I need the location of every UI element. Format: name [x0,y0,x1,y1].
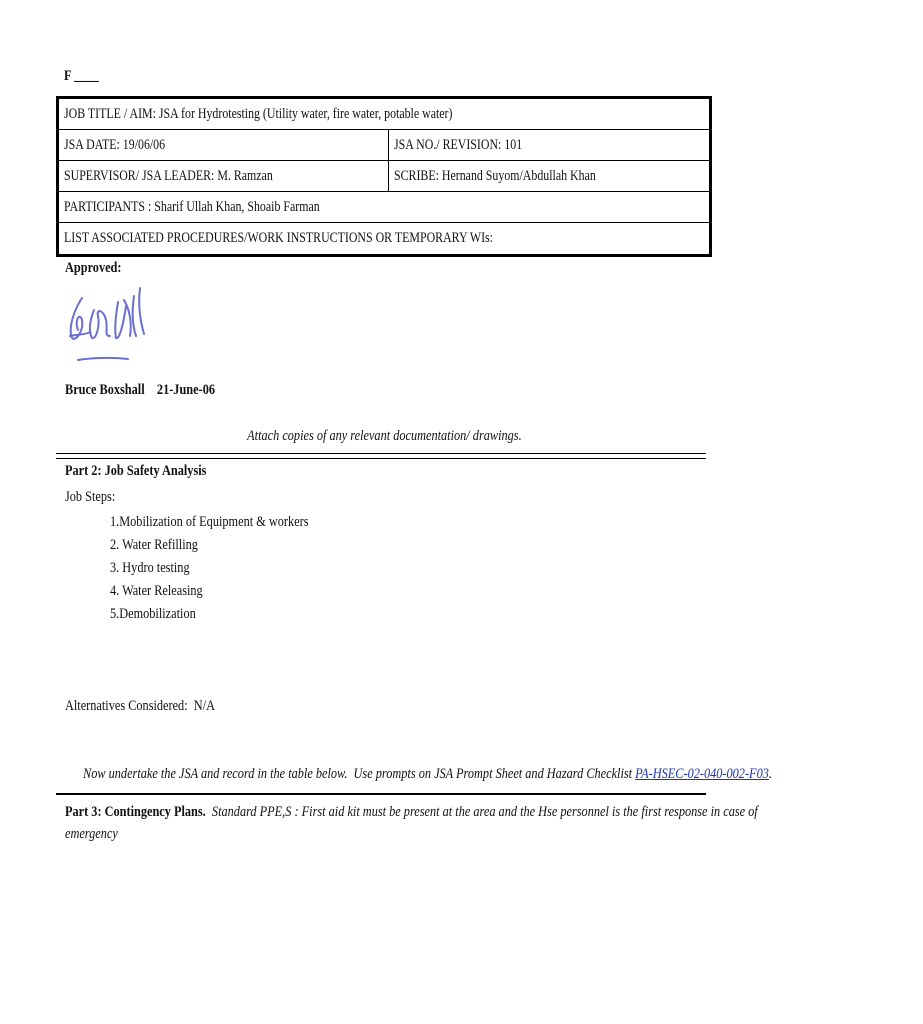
job-title-cell [59,99,709,129]
part3-heading: Part 3: Contingency Plans. [65,804,206,820]
section-divider [56,793,706,795]
participants-text: PARTICIPANTS : Sharif Ullah Khan, Shoaib Farman [64,199,320,215]
section-divider [56,453,706,459]
attach-note [0,428,768,445]
job-title-text: JOB TITLE / AIM: JSA for Hydrotesting (Utility water, fire water, potable water) [64,106,453,122]
scribe-cell [389,161,709,191]
list-item [110,581,352,604]
jsa-number-cell [389,130,709,160]
undertake-note-end: . [768,766,772,782]
approved-label-text: Approved: [65,260,122,276]
signatory-text: Bruce Boxshall 21-June-06 [65,382,216,398]
undertake-note-line [83,766,772,783]
part2-heading [65,463,238,480]
part3-text-line1: Standard PPE,S : First aid kit must be present at the area and the Hse personnel is the first response in case of [211,804,758,820]
supervisor-text: SUPERVISOR/ JSA LEADER: M. Ramzan [64,168,273,184]
list-item [110,604,352,627]
jsa-header-table [56,96,712,257]
procedures-cell [59,223,709,254]
list-item [110,558,352,581]
alternatives-text: Alternatives Considered: N/A [65,698,215,714]
job-steps-label-text: Job Steps: [65,489,116,505]
signature-icon [60,280,180,375]
jsa-number-text: JSA NO./ REVISION: 101 [394,137,523,153]
form-code [64,68,106,85]
date-revision-row [59,130,709,161]
participants-cell [59,192,709,222]
part3-text-line2: emergency [65,826,118,842]
attach-note-text: Attach copies of any relevant documentation/ drawings. [246,428,522,444]
hazard-checklist-link[interactable]: PA-HSEC-02-040-002-F03 [635,766,769,782]
scribe-text: SCRIBE: Hernand Suyom/Abdullah Khan [394,168,596,184]
part2-heading-text: Part 2: Job Safety Analysis [65,463,207,479]
job-step-text: 1.Mobilization of Equipment & workers [110,514,309,530]
undertake-note-text: Now undertake the JSA and record in the table below. Use prompts on JSA Prompt Sheet and Hazard Checklist [83,766,636,782]
part3-line-1 [65,801,758,823]
job-step-text: 2. Water Refilling [110,537,198,553]
signatory [65,382,248,399]
job-steps-label [65,489,126,506]
list-item [110,535,352,558]
undertake-note [83,766,923,783]
procedures-row [59,223,709,254]
part3-contingency [65,801,825,845]
approved-label [65,260,134,277]
job-step-text: 3. Hydro testing [110,560,190,576]
job-step-text: 4. Water Releasing [110,583,203,599]
list-item [110,512,352,535]
job-steps-list [110,512,352,627]
supervisor-cell [59,161,389,191]
job-title-row [59,99,709,130]
job-step-text: 5.Demobilization [110,606,196,622]
supervisor-scribe-row [59,161,709,192]
alternatives-considered [65,698,248,715]
participants-row [59,192,709,223]
form-code-text: F ____ [64,68,99,84]
jsa-date-text: JSA DATE: 19/06/06 [64,137,166,153]
jsa-date-cell [59,130,389,160]
procedures-text: LIST ASSOCIATED PROCEDURES/WORK INSTRUCTIONS OR TEMPORARY WIs: [64,230,493,246]
